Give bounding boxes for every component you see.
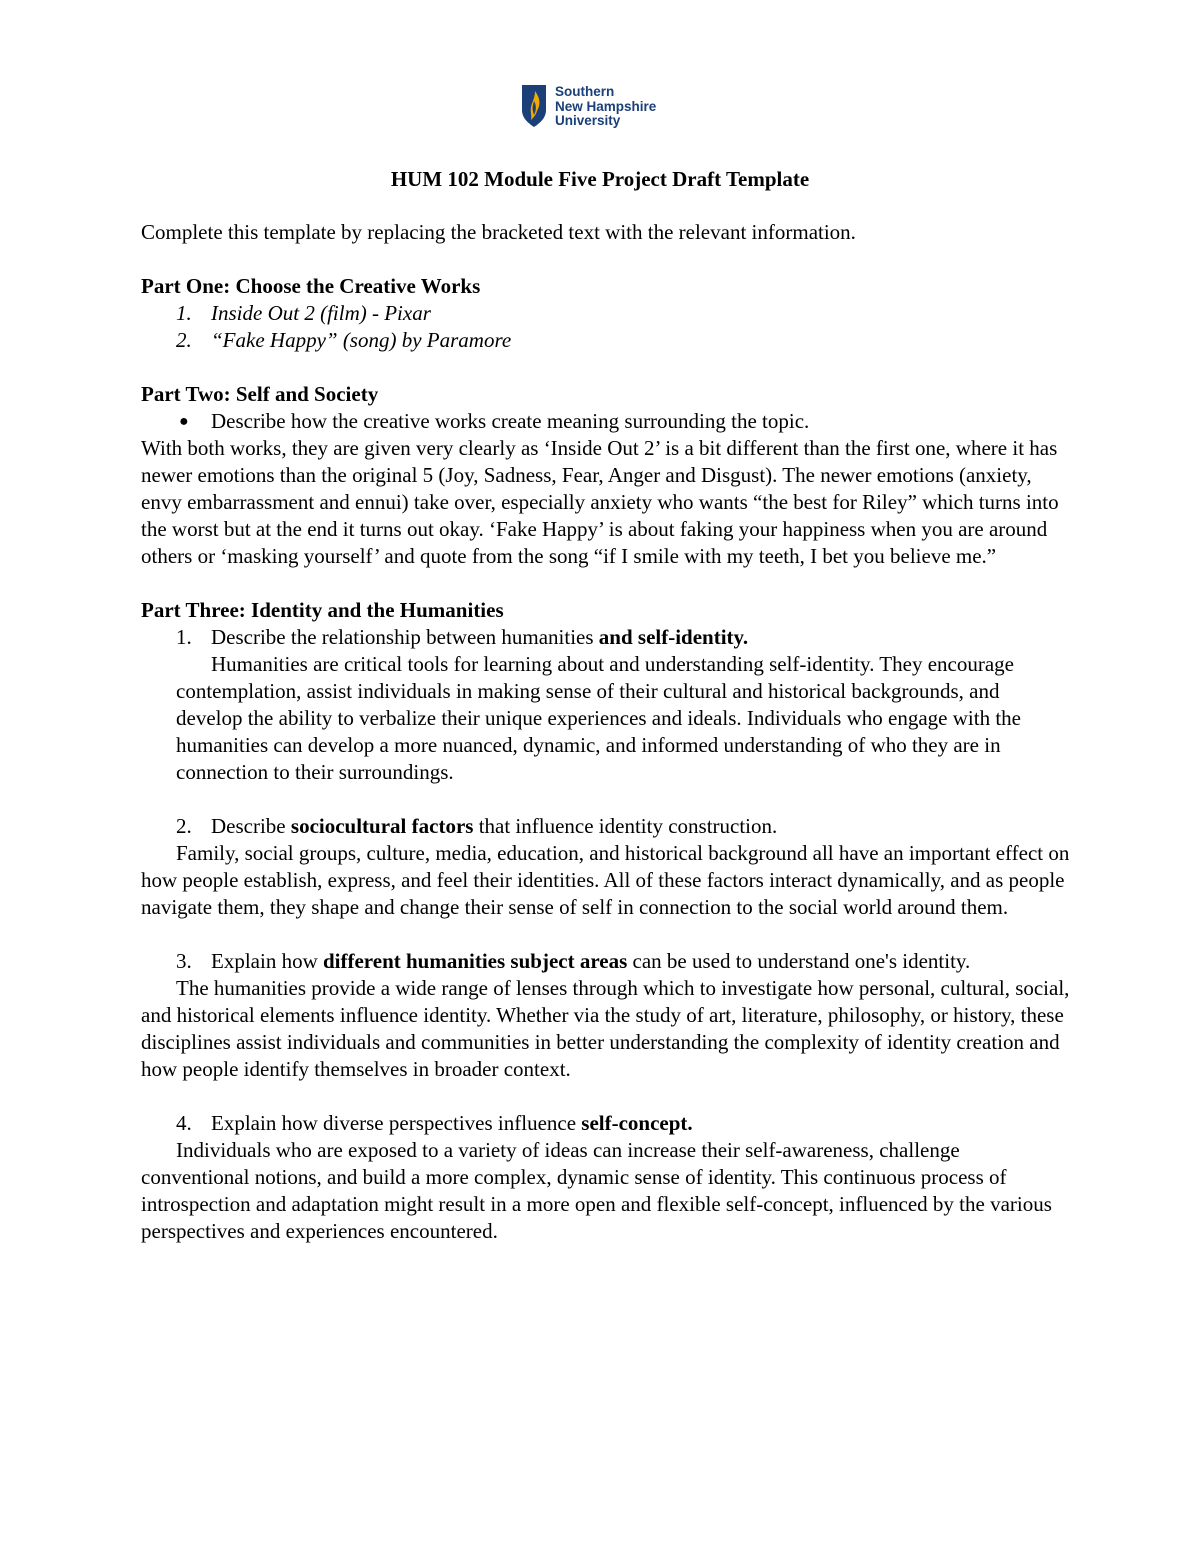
- question-emphasis: sociocultural factors: [290, 814, 474, 838]
- part-two-heading: Part Two: Self and Society: [141, 382, 379, 406]
- logo-line: Southern: [555, 84, 615, 99]
- question-1: [141, 624, 1071, 651]
- list-item: [141, 327, 1071, 354]
- university-logo: [521, 84, 691, 132]
- question-emphasis: and self-identity.: [598, 625, 749, 649]
- list-number: 2.: [176, 814, 192, 838]
- intro-text: Complete this template by replacing the bracketed text with the relevant information.: [141, 220, 856, 244]
- question-4-response: Individuals who are exposed to a variety of ideas can increase their self-awareness, challenge conventional notions, and build a more complex, dynamic sense of identity. This continuous process of introspection and adaptation might result in a more open and flexible self-concept, influenced by the various perspectives and experiences encountered.: [141, 1138, 1052, 1243]
- list-number: 2.: [176, 328, 192, 352]
- logo-line: University: [555, 113, 621, 128]
- list-number: 1.: [176, 301, 192, 325]
- question-2: [141, 813, 1071, 840]
- list-number: 1.: [176, 625, 192, 649]
- bullet-item: [141, 408, 1071, 435]
- part-three-heading: Part Three: Identity and the Humanities: [141, 598, 504, 622]
- question-2-response: Family, social groups, culture, media, education, and historical background all have an important effect on how people establish, express, and feel their identities. All of these factors interact dynamically, and as people navigate them, they shape and change their sense of self in connection to the social world around them.: [141, 841, 1070, 919]
- question-prefix: Describe: [211, 814, 291, 838]
- document-title: HUM 102 Module Five Project Draft Template: [390, 167, 810, 191]
- list-item: [141, 300, 1071, 327]
- question-suffix: that influence identity construction.: [473, 814, 778, 838]
- part-two-prompt: Describe how the creative works create meaning surrounding the topic.: [211, 409, 810, 433]
- question-emphasis: different humanities subject areas: [322, 949, 628, 973]
- creative-work-1: Inside Out 2 (film) - Pixar: [211, 301, 431, 325]
- question-prefix: Explain how diverse perspectives influence: [211, 1111, 582, 1135]
- document-body: [141, 219, 1071, 1245]
- question-1-response: Humanities are critical tools for learning about and understanding self-identity. They encourage contemplation, assist individuals in making sense of their cultural and historical backgrounds, and develop the ability to verbalize their unique experiences and ideals. Individuals who engage with the humanities can develop a more nuanced, dynamic, and informed understanding of who they are in connection to their surroundings.: [176, 652, 1021, 784]
- list-number: 3.: [176, 949, 192, 973]
- part-one-heading: Part One: Choose the Creative Works: [141, 274, 481, 298]
- question-4: [141, 1110, 1071, 1137]
- question-3-response: The humanities provide a wide range of lenses through which to investigate how personal, cultural, social, and historical elements influence identity. Whether via the study of art, literature, philosophy, or history, these disciplines assist individuals and communities in better understanding the complexity of identity creation and how people identify themselves in broader context.: [141, 976, 1070, 1081]
- question-emphasis: self-concept.: [581, 1111, 693, 1135]
- flame-shield-icon: [521, 84, 547, 128]
- question-suffix: can be used to understand one's identity.: [627, 949, 971, 973]
- part-two-response: With both works, they are given very clearly as ‘Inside Out 2’ is a bit different than the first one, where it has newer emotions than the original 5 (Joy, Sadness, Fear, Anger and Disgust). The newer emotions (anxiety, envy embarrassment and ennui) take over, especially anxiety who wants “the best for Riley” which turns into the worst but at the end it turns out okay. ‘Fake Happy’ is about faking your happiness when you are around others or ‘masking yourself’ and quote from the song “if I smile with my teeth, I bet you believe me.”: [141, 436, 1059, 568]
- bullet-icon: ●: [179, 413, 189, 430]
- question-prefix: Describe the relationship between humanities: [211, 625, 599, 649]
- question-3: [141, 948, 1071, 975]
- creative-work-2: “Fake Happy” (song) by Paramore: [211, 328, 512, 352]
- list-number: 4.: [176, 1111, 192, 1135]
- logo-wordmark: [555, 84, 656, 129]
- question-prefix: Explain how: [211, 949, 323, 973]
- logo-line: New Hampshire: [555, 98, 657, 114]
